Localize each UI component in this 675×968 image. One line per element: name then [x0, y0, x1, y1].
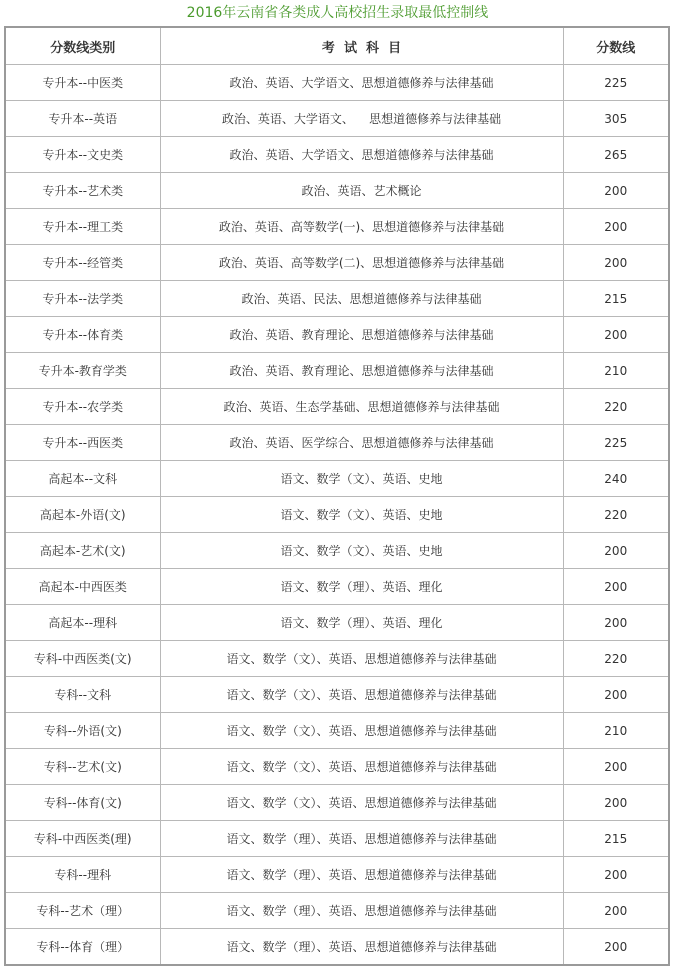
cell-subjects: 语文、数学（文）、英语、思想道德修养与法律基础 — [160, 785, 563, 821]
cell-subjects: 政治、英语、高等数学(一)、思想道德修养与法律基础 — [160, 209, 563, 245]
cell-category: 专科-中西医类(理) — [5, 821, 160, 857]
table-row — [5, 497, 669, 533]
cell-subjects: 语文、数学（文）、英语、史地 — [160, 461, 563, 497]
cell-subjects: 政治、英语、艺术概论 — [160, 173, 563, 209]
table-row — [5, 929, 669, 966]
table-row — [5, 65, 669, 101]
table-row — [5, 425, 669, 461]
header-subjects: 考 试 科 目 — [160, 27, 563, 65]
table-row — [5, 281, 669, 317]
cell-score: 225 — [563, 425, 669, 461]
cell-subjects: 语文、数学（文）、英语、史地 — [160, 497, 563, 533]
table-row — [5, 749, 669, 785]
table-header-row — [5, 27, 669, 65]
cell-score: 240 — [563, 461, 669, 497]
cell-score: 200 — [563, 929, 669, 966]
cell-category: 专升本--西医类 — [5, 425, 160, 461]
table-row — [5, 605, 669, 641]
cell-category: 专科--艺术(文) — [5, 749, 160, 785]
cell-category: 专升本--英语 — [5, 101, 160, 137]
table-row — [5, 173, 669, 209]
cell-category: 专升本--中医类 — [5, 65, 160, 101]
table-row — [5, 641, 669, 677]
cell-score: 200 — [563, 245, 669, 281]
cell-subjects: 语文、数学（理）、英语、思想道德修养与法律基础 — [160, 857, 563, 893]
cell-subjects: 语文、数学（文）、英语、思想道德修养与法律基础 — [160, 713, 563, 749]
cell-score: 200 — [563, 569, 669, 605]
cell-score: 220 — [563, 497, 669, 533]
cell-subjects: 语文、数学（理）、英语、思想道德修养与法律基础 — [160, 893, 563, 929]
table-row — [5, 389, 669, 425]
cell-score: 200 — [563, 317, 669, 353]
cell-subjects: 政治、英语、医学综合、思想道德修养与法律基础 — [160, 425, 563, 461]
cell-score: 225 — [563, 65, 669, 101]
cell-score: 200 — [563, 533, 669, 569]
cell-subjects: 政治、英语、生态学基础、思想道德修养与法律基础 — [160, 389, 563, 425]
cell-subjects: 政治、英语、大学语文、 思想道德修养与法律基础 — [160, 101, 563, 137]
cell-category: 专升本--艺术类 — [5, 173, 160, 209]
cell-score: 265 — [563, 137, 669, 173]
table-row — [5, 101, 669, 137]
cell-score: 215 — [563, 281, 669, 317]
table-row — [5, 317, 669, 353]
cell-category: 专科--理科 — [5, 857, 160, 893]
cell-score: 200 — [563, 209, 669, 245]
cell-subjects: 政治、英语、民法、思想道德修养与法律基础 — [160, 281, 563, 317]
cell-category: 专科--体育（理） — [5, 929, 160, 966]
cell-category: 高起本--理科 — [5, 605, 160, 641]
cell-subjects: 政治、英语、高等数学(二)、思想道德修养与法律基础 — [160, 245, 563, 281]
cell-score: 200 — [563, 785, 669, 821]
table-row — [5, 245, 669, 281]
cell-score: 200 — [563, 749, 669, 785]
header-category: 分数线类别 — [5, 27, 160, 65]
table-row — [5, 461, 669, 497]
cell-subjects: 政治、英语、大学语文、思想道德修养与法律基础 — [160, 137, 563, 173]
cell-category: 高起本--文科 — [5, 461, 160, 497]
cell-category: 高起本-中西医类 — [5, 569, 160, 605]
cell-subjects: 语文、数学（文）、英语、思想道德修养与法律基础 — [160, 749, 563, 785]
cell-category: 专升本-教育学类 — [5, 353, 160, 389]
cell-subjects: 政治、英语、教育理论、思想道德修养与法律基础 — [160, 353, 563, 389]
table-row — [5, 353, 669, 389]
cell-category: 专升本--体育类 — [5, 317, 160, 353]
cell-category: 专升本--文史类 — [5, 137, 160, 173]
table-row — [5, 569, 669, 605]
table-body — [5, 65, 669, 966]
page-title: 2016年云南省各类成人高校招生录取最低控制线 — [186, 5, 489, 21]
cell-subjects: 政治、英语、教育理论、思想道德修养与法律基础 — [160, 317, 563, 353]
cell-category: 专升本--法学类 — [5, 281, 160, 317]
table-row — [5, 677, 669, 713]
cell-subjects: 语文、数学（文）、英语、思想道德修养与法律基础 — [160, 641, 563, 677]
cell-subjects: 语文、数学（文）、英语、思想道德修养与法律基础 — [160, 677, 563, 713]
cell-category: 专科--外语(文) — [5, 713, 160, 749]
cell-category: 专升本--农学类 — [5, 389, 160, 425]
table-row — [5, 209, 669, 245]
cell-subjects: 语文、数学（理）、英语、思想道德修养与法律基础 — [160, 821, 563, 857]
table-row — [5, 893, 669, 929]
cell-score: 210 — [563, 353, 669, 389]
cell-category: 专升本--理工类 — [5, 209, 160, 245]
table-row — [5, 857, 669, 893]
cell-score: 305 — [563, 101, 669, 137]
table-row — [5, 821, 669, 857]
cell-subjects: 政治、英语、大学语文、思想道德修养与法律基础 — [160, 65, 563, 101]
cell-score: 200 — [563, 173, 669, 209]
table-row — [5, 785, 669, 821]
table-row — [5, 533, 669, 569]
cell-category: 高起本-外语(文) — [5, 497, 160, 533]
cell-subjects: 语文、数学（理）、英语、理化 — [160, 569, 563, 605]
cell-category: 专科-中西医类(文) — [5, 641, 160, 677]
score-table — [4, 26, 670, 966]
cell-score: 210 — [563, 713, 669, 749]
cell-score: 200 — [563, 893, 669, 929]
cell-score: 200 — [563, 857, 669, 893]
cell-score: 200 — [563, 677, 669, 713]
table-row — [5, 713, 669, 749]
cell-category: 专科--体育(文) — [5, 785, 160, 821]
cell-subjects: 语文、数学（文）、英语、史地 — [160, 533, 563, 569]
cell-score: 215 — [563, 821, 669, 857]
cell-category: 专科--艺术（理） — [5, 893, 160, 929]
table-row — [5, 137, 669, 173]
cell-category: 专科--文科 — [5, 677, 160, 713]
cell-subjects: 语文、数学（理）、英语、理化 — [160, 605, 563, 641]
cell-category: 高起本-艺术(文) — [5, 533, 160, 569]
cell-subjects: 语文、数学（理）、英语、思想道德修养与法律基础 — [160, 929, 563, 966]
cell-score: 220 — [563, 389, 669, 425]
cell-score: 200 — [563, 605, 669, 641]
cell-category: 专升本--经管类 — [5, 245, 160, 281]
cell-score: 220 — [563, 641, 669, 677]
header-score: 分数线 — [563, 27, 669, 65]
